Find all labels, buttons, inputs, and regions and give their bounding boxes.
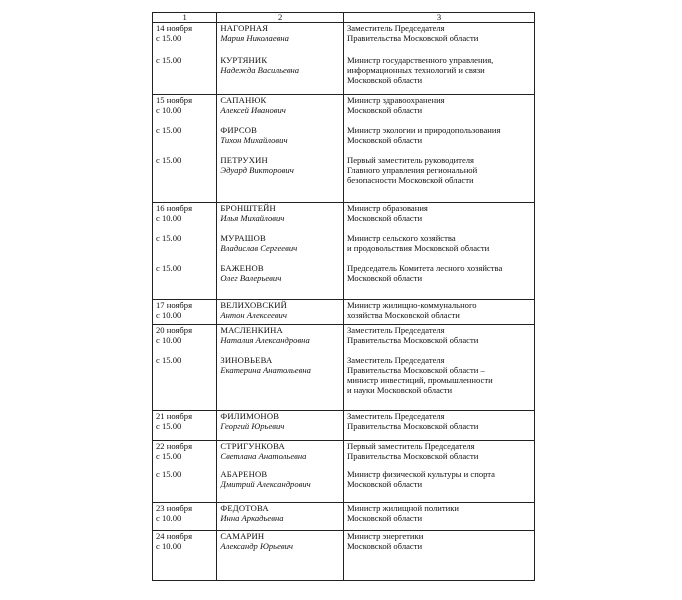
entry-date-time xyxy=(156,95,216,115)
person-surname: САПАНЮК xyxy=(220,95,267,105)
position-cell xyxy=(343,503,534,531)
position-line: Московской области xyxy=(346,135,423,145)
entry-date-time xyxy=(156,203,216,223)
entry-date-time xyxy=(156,355,216,395)
name-cell xyxy=(217,300,344,325)
date-group-row xyxy=(153,441,535,503)
entry-position xyxy=(347,300,534,320)
entry-position xyxy=(347,469,534,489)
date-group-row xyxy=(153,23,535,95)
position-line: хозяйства Московской области xyxy=(346,310,460,320)
person-surname: БРОНШТЕЙН xyxy=(220,203,276,213)
person-surname: ЗИНОВЬЕВА xyxy=(220,355,273,365)
position-line: Министр физической культуры и спорта xyxy=(346,469,495,479)
date-group-row xyxy=(153,95,535,203)
position-line: Первый заместитель Председателя xyxy=(346,441,475,451)
position-line: Министр образования xyxy=(346,203,428,213)
name-cell xyxy=(217,325,344,411)
entry-person xyxy=(220,411,343,431)
meeting-time: с 15.00 xyxy=(156,451,182,461)
position-line: Заместитель Председателя xyxy=(346,411,445,421)
position-line: Правительства Московской области xyxy=(346,451,479,461)
person-surname: СТРИГУНКОВА xyxy=(220,441,285,451)
entry-date-time xyxy=(156,23,216,43)
entry-person xyxy=(220,263,343,283)
entry-person xyxy=(220,233,343,253)
position-line: и науки Московской области xyxy=(346,385,453,395)
date-time-cell xyxy=(153,300,217,325)
column-numbers-row xyxy=(153,13,535,23)
entry-position xyxy=(347,155,534,185)
position-line: Заместитель Председателя xyxy=(346,325,445,335)
entry-position xyxy=(347,95,534,115)
entry-date-time xyxy=(156,300,216,320)
entry-person xyxy=(220,325,343,345)
position-line: министр инвестиций, промышленности xyxy=(346,375,493,385)
date-time-cell xyxy=(153,503,217,531)
meeting-time: с 10.00 xyxy=(156,105,182,115)
position-line: Правительства Московской области xyxy=(346,421,479,431)
entry-person xyxy=(220,441,343,461)
date-time-cell xyxy=(153,411,217,441)
position-line: Московской области xyxy=(346,541,423,551)
person-surname: ФИРСОВ xyxy=(220,125,258,135)
name-cell xyxy=(217,95,344,203)
date-time-cell xyxy=(153,203,217,300)
person-given-name: Екатерина Анатольевна xyxy=(220,365,311,375)
position-cell xyxy=(343,325,534,411)
meeting-date: 15 ноября xyxy=(156,95,193,105)
meeting-date: 23 ноября xyxy=(156,503,193,513)
person-given-name: Мария Николаевна xyxy=(220,33,289,43)
position-line: Министр энергетики xyxy=(346,531,424,541)
person-given-name: Олег Валерьевич xyxy=(220,273,282,283)
name-cell xyxy=(217,503,344,531)
person-given-name: Инна Аркадьевна xyxy=(220,513,284,523)
column-number: 2 xyxy=(217,13,344,23)
entry-person xyxy=(220,300,343,320)
position-line: Министр здравоохранения xyxy=(346,95,445,105)
date-group-row xyxy=(153,503,535,531)
date-group-row xyxy=(153,203,535,300)
position-line: Первый заместитель руководителя xyxy=(346,155,474,165)
position-cell xyxy=(343,203,534,300)
position-line: Министр экологии и природопользования xyxy=(346,125,501,135)
position-line: Правительства Московской области xyxy=(346,33,479,43)
name-cell xyxy=(217,441,344,503)
entry-date-time xyxy=(156,503,216,523)
entry-person xyxy=(220,469,343,489)
entry-position xyxy=(347,55,534,85)
position-cell xyxy=(343,441,534,503)
meeting-time: с 15.00 xyxy=(156,33,182,43)
person-given-name: Александр Юрьевич xyxy=(220,541,294,551)
meeting-time: с 10.00 xyxy=(156,213,182,223)
date-time-cell xyxy=(153,95,217,203)
entry-person xyxy=(220,125,343,145)
entry-position xyxy=(347,355,534,395)
entry-position xyxy=(347,203,534,223)
entry-date-time xyxy=(156,125,216,145)
position-line: Заместитель Председателя xyxy=(346,23,445,33)
entry-date-time xyxy=(156,531,216,551)
entry-person xyxy=(220,503,343,523)
entry-position xyxy=(347,263,534,283)
person-given-name: Илья Михайлович xyxy=(220,213,285,223)
position-line: Московской области xyxy=(346,105,423,115)
person-given-name: Надежда Васильевна xyxy=(220,65,300,75)
name-cell xyxy=(217,203,344,300)
position-line: Московской области xyxy=(346,479,423,489)
position-line: Председатель Комитета лесного хозяйства xyxy=(346,263,503,273)
meeting-date: 14 ноября xyxy=(156,23,193,33)
meeting-date: 24 ноября xyxy=(156,531,193,541)
person-surname: ФИЛИМОНОВ xyxy=(220,411,280,421)
entry-position xyxy=(347,531,534,551)
date-time-cell xyxy=(153,441,217,503)
person-surname: ФЕДОТОВА xyxy=(220,503,269,513)
position-line: Московской области xyxy=(346,513,423,523)
person-given-name: Антон Алексеевич xyxy=(220,310,287,320)
date-group-row xyxy=(153,531,535,581)
position-line: и продовольствия Московской области xyxy=(346,243,490,253)
position-cell xyxy=(343,531,534,581)
entry-position xyxy=(347,503,534,523)
entry-position xyxy=(347,125,534,145)
position-line: Московской области xyxy=(346,213,423,223)
meeting-date: 21 ноября xyxy=(156,411,193,421)
meeting-date: 16 ноября xyxy=(156,203,193,213)
position-line: Правительства Московской области – xyxy=(346,365,485,375)
entry-person xyxy=(220,355,343,395)
entry-person xyxy=(220,203,343,223)
meeting-time: с 15.00 xyxy=(156,233,182,243)
meeting-time: с 15.00 xyxy=(156,421,182,431)
name-cell xyxy=(217,531,344,581)
entry-person xyxy=(220,155,343,185)
entry-position xyxy=(347,325,534,345)
entry-date-time xyxy=(156,411,216,431)
position-line: Заместитель Председателя xyxy=(346,355,445,365)
entry-date-time xyxy=(156,441,216,461)
meeting-time: с 15.00 xyxy=(156,263,182,273)
date-time-cell xyxy=(153,23,217,95)
meeting-time: с 15.00 xyxy=(156,355,182,365)
entry-date-time xyxy=(156,263,216,283)
person-given-name: Светлана Анатольевна xyxy=(220,451,307,461)
name-cell xyxy=(217,411,344,441)
entry-person xyxy=(220,55,343,85)
person-given-name: Наталия Александровна xyxy=(220,335,310,345)
position-line: Министр сельского хозяйства xyxy=(346,233,456,243)
person-surname: АБАРЕНОВ xyxy=(220,469,268,479)
meeting-time: с 15.00 xyxy=(156,55,182,65)
meeting-time: с 10.00 xyxy=(156,541,182,551)
position-cell xyxy=(343,300,534,325)
entry-position xyxy=(347,233,534,253)
position-line: Министр жилищной политики xyxy=(346,503,460,513)
date-time-cell xyxy=(153,531,217,581)
position-line: Министр жилищно-коммунального xyxy=(346,300,477,310)
person-surname: БАЖЕНОВ xyxy=(220,263,264,273)
meeting-time: с 15.00 xyxy=(156,469,182,479)
meeting-time: с 10.00 xyxy=(156,513,182,523)
entry-person xyxy=(220,95,343,115)
position-line: безопасности Московской области xyxy=(346,175,474,185)
schedule-table xyxy=(152,12,535,581)
position-line: Правительства Московской области xyxy=(346,335,479,345)
position-line: Московской области xyxy=(346,273,423,283)
person-surname: САМАРИН xyxy=(220,531,265,541)
name-cell xyxy=(217,23,344,95)
meeting-time: с 10.00 xyxy=(156,310,182,320)
person-surname: МУРАШОВ xyxy=(220,233,266,243)
person-given-name: Тихон Михайлович xyxy=(220,135,288,145)
position-line: информационных технологий и связи xyxy=(346,65,485,75)
date-group-row xyxy=(153,300,535,325)
position-cell xyxy=(343,411,534,441)
meeting-date: 22 ноября xyxy=(156,441,193,451)
column-number: 3 xyxy=(343,13,534,23)
entry-person xyxy=(220,531,343,551)
position-line: Московской области xyxy=(346,75,423,85)
date-group-row xyxy=(153,325,535,411)
meeting-time: с 15.00 xyxy=(156,125,182,135)
person-given-name: Алексей Иванович xyxy=(220,105,286,115)
position-line: Главного управления региональной xyxy=(346,165,478,175)
entry-position xyxy=(347,23,534,43)
entry-position xyxy=(347,441,534,461)
entry-position xyxy=(347,411,534,431)
meeting-time: с 10.00 xyxy=(156,335,182,345)
entry-person xyxy=(220,23,343,43)
entry-date-time xyxy=(156,469,216,489)
person-given-name: Владислав Сергеевич xyxy=(220,243,298,253)
date-group-row xyxy=(153,411,535,441)
person-surname: НАГОРНАЯ xyxy=(220,23,269,33)
date-time-cell xyxy=(153,325,217,411)
person-given-name: Георгий Юрьевич xyxy=(220,421,285,431)
person-given-name: Дмитрий Александрович xyxy=(220,479,311,489)
entry-date-time xyxy=(156,155,216,185)
person-surname: КУРТЯНИК xyxy=(220,55,268,65)
person-surname: МАСЛЕНКИНА xyxy=(220,325,283,335)
person-surname: ВЕЛИХОВСКИЙ xyxy=(220,300,288,310)
meeting-date: 17 ноября xyxy=(156,300,193,310)
entry-date-time xyxy=(156,325,216,345)
meeting-time: с 15.00 xyxy=(156,155,182,165)
position-cell xyxy=(343,95,534,203)
meeting-date: 20 ноября xyxy=(156,325,193,335)
position-line: Министр государственного управления, xyxy=(346,55,494,65)
column-number: 1 xyxy=(153,13,217,23)
entry-date-time xyxy=(156,55,216,85)
person-surname: ПЕТРУХИН xyxy=(220,155,268,165)
entry-date-time xyxy=(156,233,216,253)
person-given-name: Эдуард Викторович xyxy=(220,165,294,175)
position-cell xyxy=(343,23,534,95)
